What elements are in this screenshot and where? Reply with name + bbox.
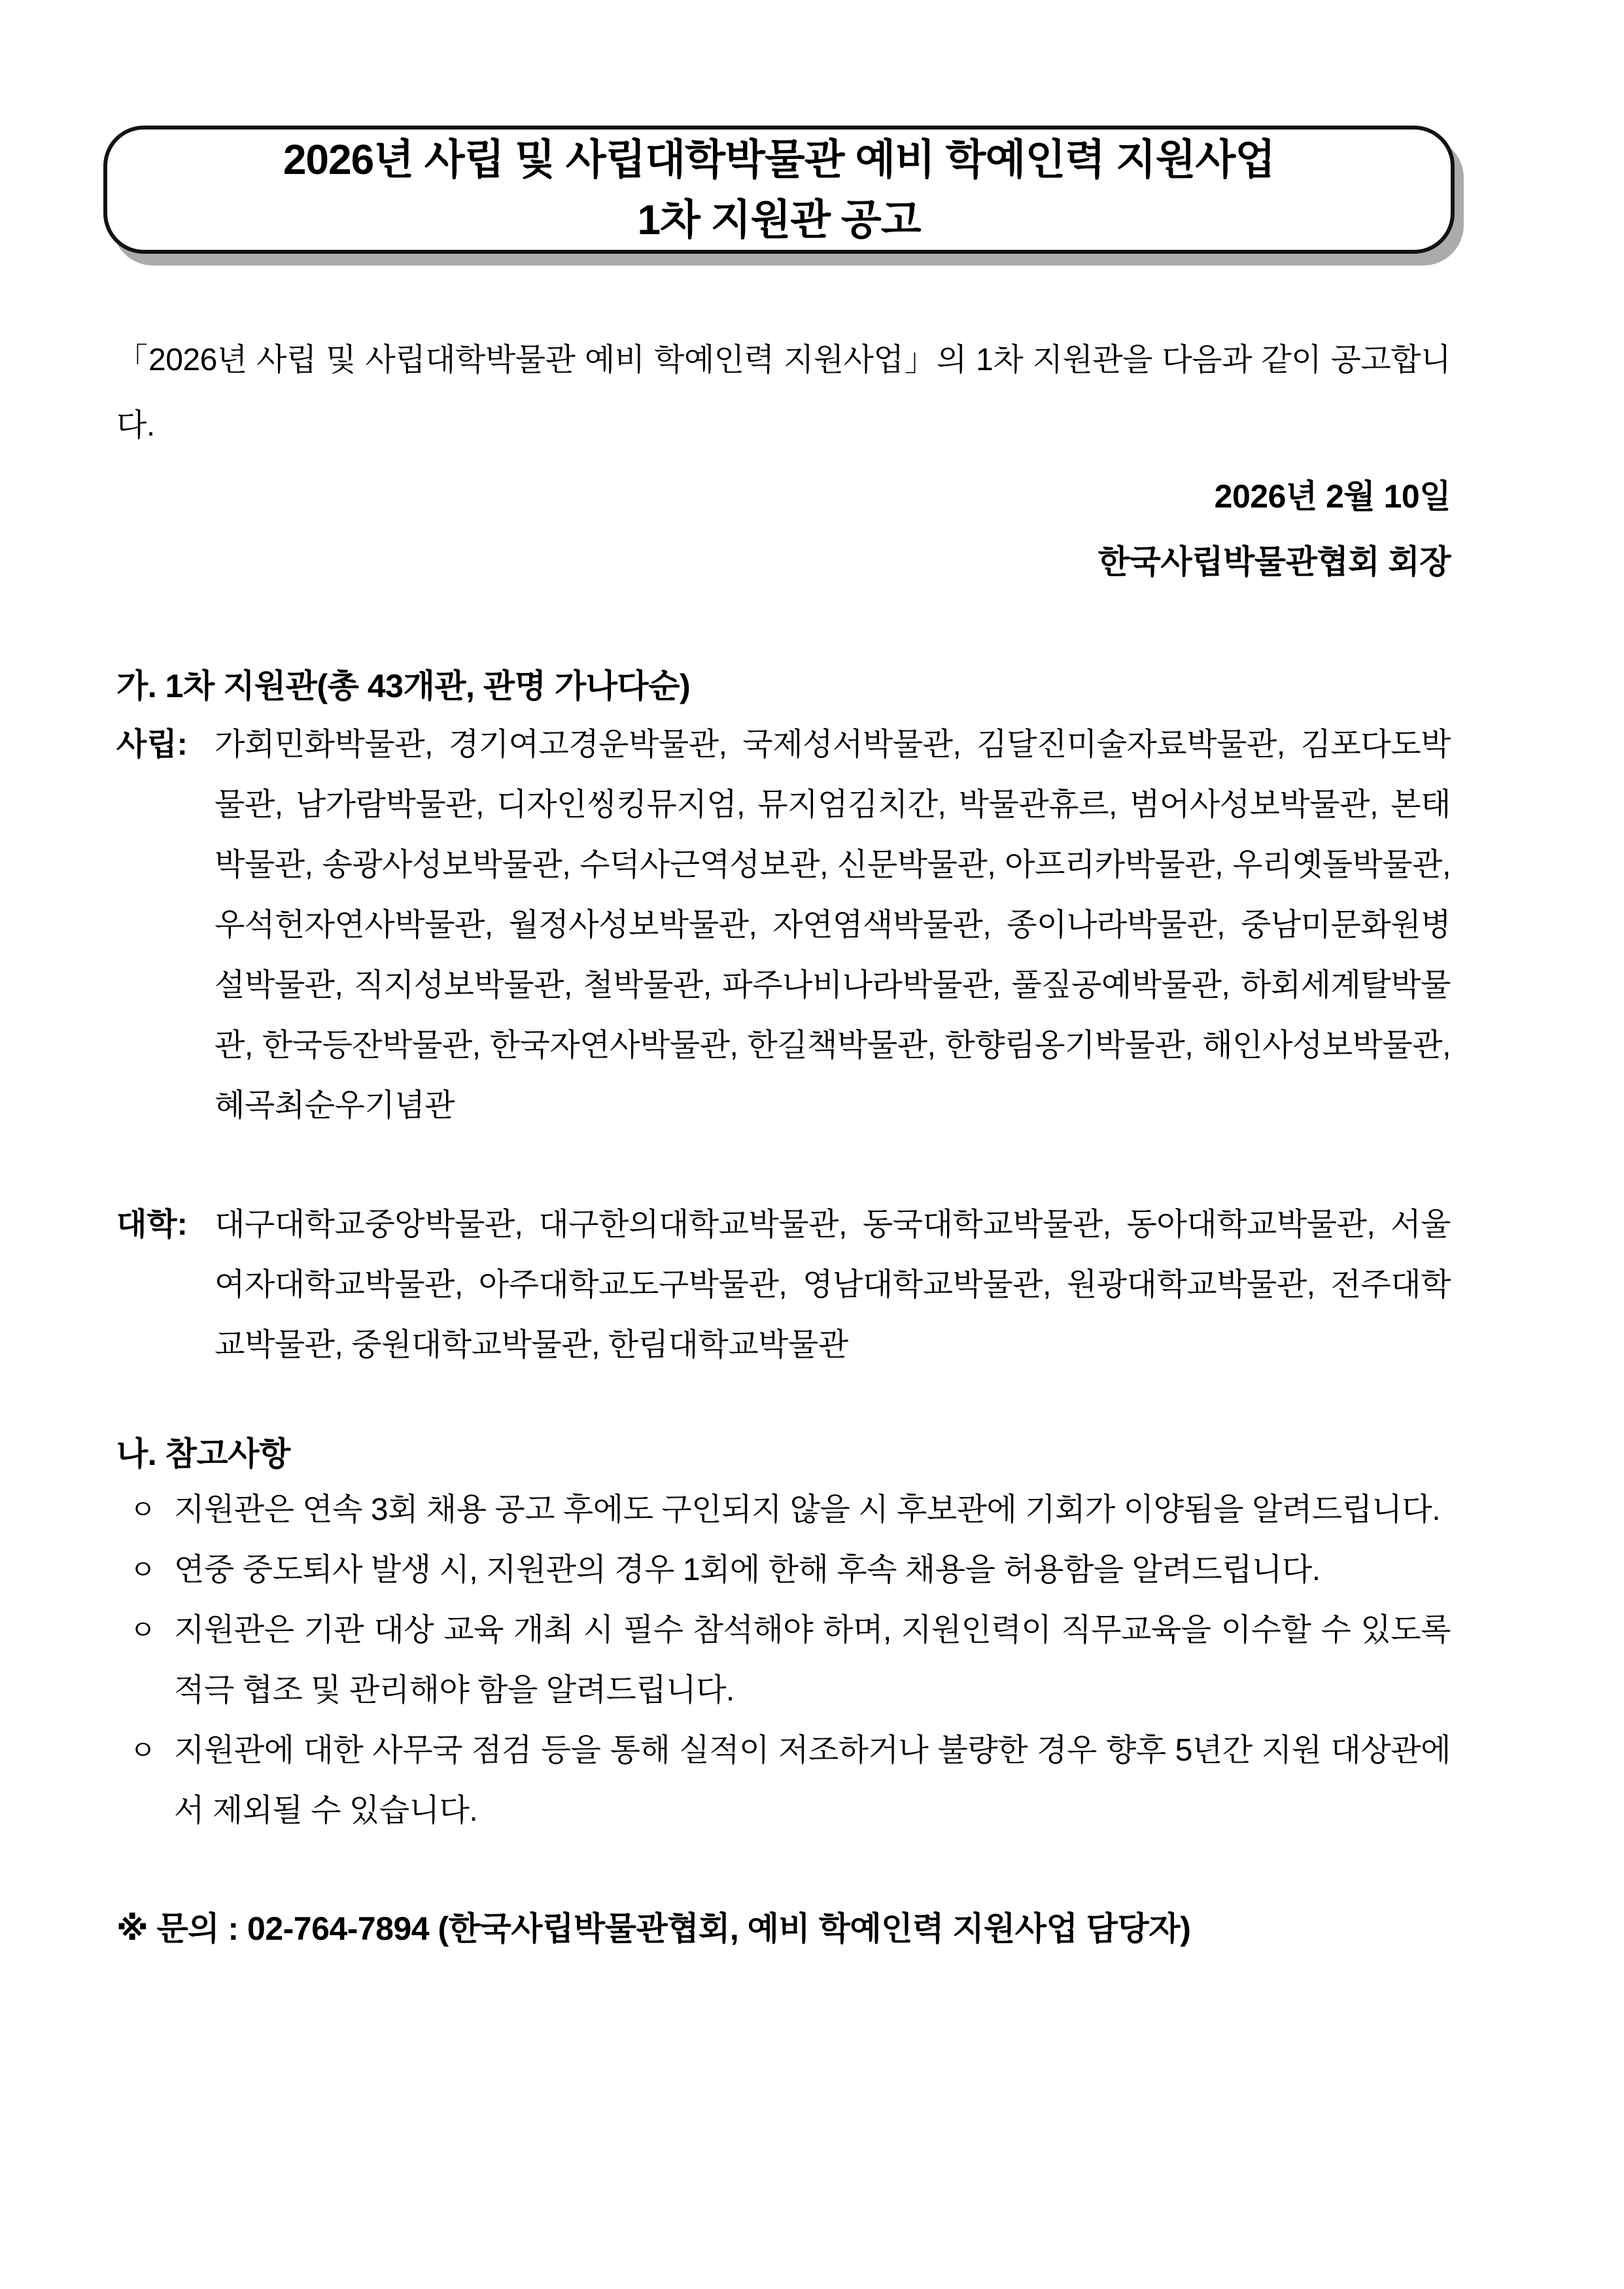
bullet-marker: ㅇ [130, 1494, 156, 1525]
announcement-date: 2026년 2월 10일 [1214, 478, 1451, 515]
note-item [116, 1540, 1451, 1600]
date-signature-block [116, 464, 1451, 594]
title-box [103, 126, 1455, 254]
document-title-line2: 1차 지원관 공고 [637, 196, 921, 243]
note-text: 지원관에 대한 사무국 점검 등을 통해 실적이 저조하거나 불량한 경우 향후 5년간 지원 대상관에서 제외될 수 있습니다. [174, 1733, 1451, 1828]
note-text: 연중 중도퇴사 발생 시, 지원관의 경우 1회에 한해 후속 채용을 허용함을 알려드립니다. [174, 1553, 1321, 1587]
section-b-heading: 나. 참고사항 [116, 1436, 290, 1472]
document-content [0, 126, 1624, 1959]
intro-paragraph: 「2026년 사립 및 사립대학박물관 예비 학예인력 지원사업」의 1차 지원관을 다음과 같이 공고합니다. [116, 343, 1451, 443]
bullet-marker: ㅇ [130, 1555, 156, 1585]
document-title-line1: 2026년 사립 및 사립대학박물관 예비 학예인력 지원사업 [283, 136, 1275, 183]
note-text: 지원관은 기관 대상 교육 개최 시 필수 참석해야 하며, 지원인력이 직무교육을 이수할 수 있도록 적극 협조 및 관리해야 함을 알려드립니다. [174, 1613, 1451, 1708]
note-text: 지원관은 연속 3회 채용 공고 후에도 구인되지 않을 시 후보관에 기회가 이양됨을 알려드립니다. [174, 1492, 1441, 1527]
note-item [116, 1721, 1451, 1841]
bullet-marker: ㅇ [130, 1735, 156, 1766]
university-museums-block [116, 1195, 1451, 1375]
bullet-marker: ㅇ [130, 1615, 156, 1645]
note-item [116, 1600, 1451, 1721]
private-label: 사립: [116, 727, 188, 762]
notes-list [116, 1480, 1451, 1841]
university-label: 대학: [116, 1207, 188, 1242]
private-museums-block [116, 715, 1451, 1136]
section-a-heading: 가. 1차 지원관(총 43개관, 관명 가나다순) [116, 668, 691, 704]
university-museum-list: 대구대학교중앙박물관, 대구한의대학교박물관, 동국대학교박물관, 동아대학교박물관, 서울여자대학교박물관, 아주대학교도구박물관, 영남대학교박물관, 원광대학교박물관, 전주대학교박물관, 중원대학교박물관, 한림대학교박물관 [215, 1207, 1451, 1362]
contact-line: ※ 문의 : 02-764-7894 (한국사립박물관협회, 예비 학예인력 지원사업 담당자) [116, 1910, 1191, 1947]
private-museum-list: 가회민화박물관, 경기여고경운박물관, 국제성서박물관, 김달진미술자료박물관, 김포다도박물관, 남가람박물관, 디자인씽킹뮤지엄, 뮤지엄김치간, 박물관휴르, 범어사성보박물관, 본태박물관, 송광사성보박물관, 수덕사근역성보관, 신문박물관, 아프리카박물관, 우리옛돌박물관, 우석헌자연사박물관, 월정사성보박물관, 자연염색박물관, 종이나라박물관, 중남미문화원병설박물관, 직지성보박물관, 철박물관, 파주나비나라박물관, 풀짚공예박물관, 하회세계탈박물관, 한국등잔박물관, 한국자연사박물관, 한길책박물관, 한향림옹기박물관, 해인사성보박물관, 혜곡최순우기념관 [215, 727, 1451, 1123]
note-item [116, 1480, 1451, 1540]
signature-line: 한국사립박물관협회 회장 [1097, 543, 1451, 580]
